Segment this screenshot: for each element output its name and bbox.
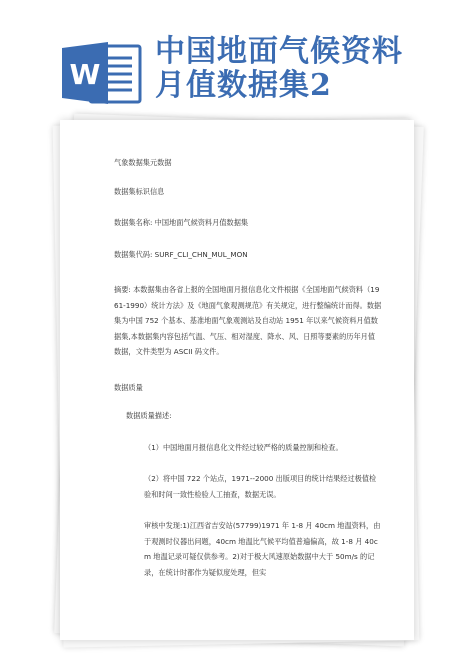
- quality-item-1: （1）中国地面月报信息化文件经过较严格的质量控制和检查。: [144, 442, 343, 452]
- title-line-1: 中国地面气候资料: [155, 34, 403, 69]
- dataset-name: 数据集名称: 中国地面气候资料月值数据集: [114, 218, 249, 227]
- word-document-icon: [60, 40, 142, 106]
- section-identity: 数据集标识信息: [114, 186, 165, 196]
- abstract: 摘要: 本数据集由各省上报的全国地面月报信息化文件根据《全国地面气候资料（1961-1990）统计方法》及《地面气象观测规范》有关规定，进行整编统计而得。数据集为中国 752 个基本、基准地面气象观测站及自动站 1951 年以来气候资料月值数据集,本数据集内容包括气温、气压、相对湿度、降水、风、日照等要素的历年月值数据，文件类型为 ASCII 码文件。: [114, 285, 382, 356]
- doc-heading: 气象数据集元数据: [114, 158, 172, 167]
- review-text: 审核中发现:1)江西省吉安站(57799)1971 年 1-8 月 40cm 地温资料，由于观测时仪器出问题，40cm 地温比气候平均值普遍偏高，故 1-8 月 40cm 地温记录可疑仅供参考。2)对于极大风速原始数据中大于 50m/s 的记录，在统计时都作为疑似度处理，但实: [144, 521, 381, 577]
- title-line-2: 月值数据集2: [155, 68, 332, 103]
- section-quality: 数据质量: [114, 382, 143, 392]
- quality-item-2: （2）将中国 722 个站点，1971--2000 出版项目的统计结果经过极值检验和时间一致性检验人工抽查，数据无误。: [144, 474, 377, 499]
- dataset-code: 数据集代码: SURF_CLI_CHN_MUL_MON: [114, 249, 248, 259]
- logo-letter: W: [69, 58, 101, 91]
- document-body: [114, 155, 382, 580]
- quality-desc-label: 数据质量描述:: [126, 411, 172, 420]
